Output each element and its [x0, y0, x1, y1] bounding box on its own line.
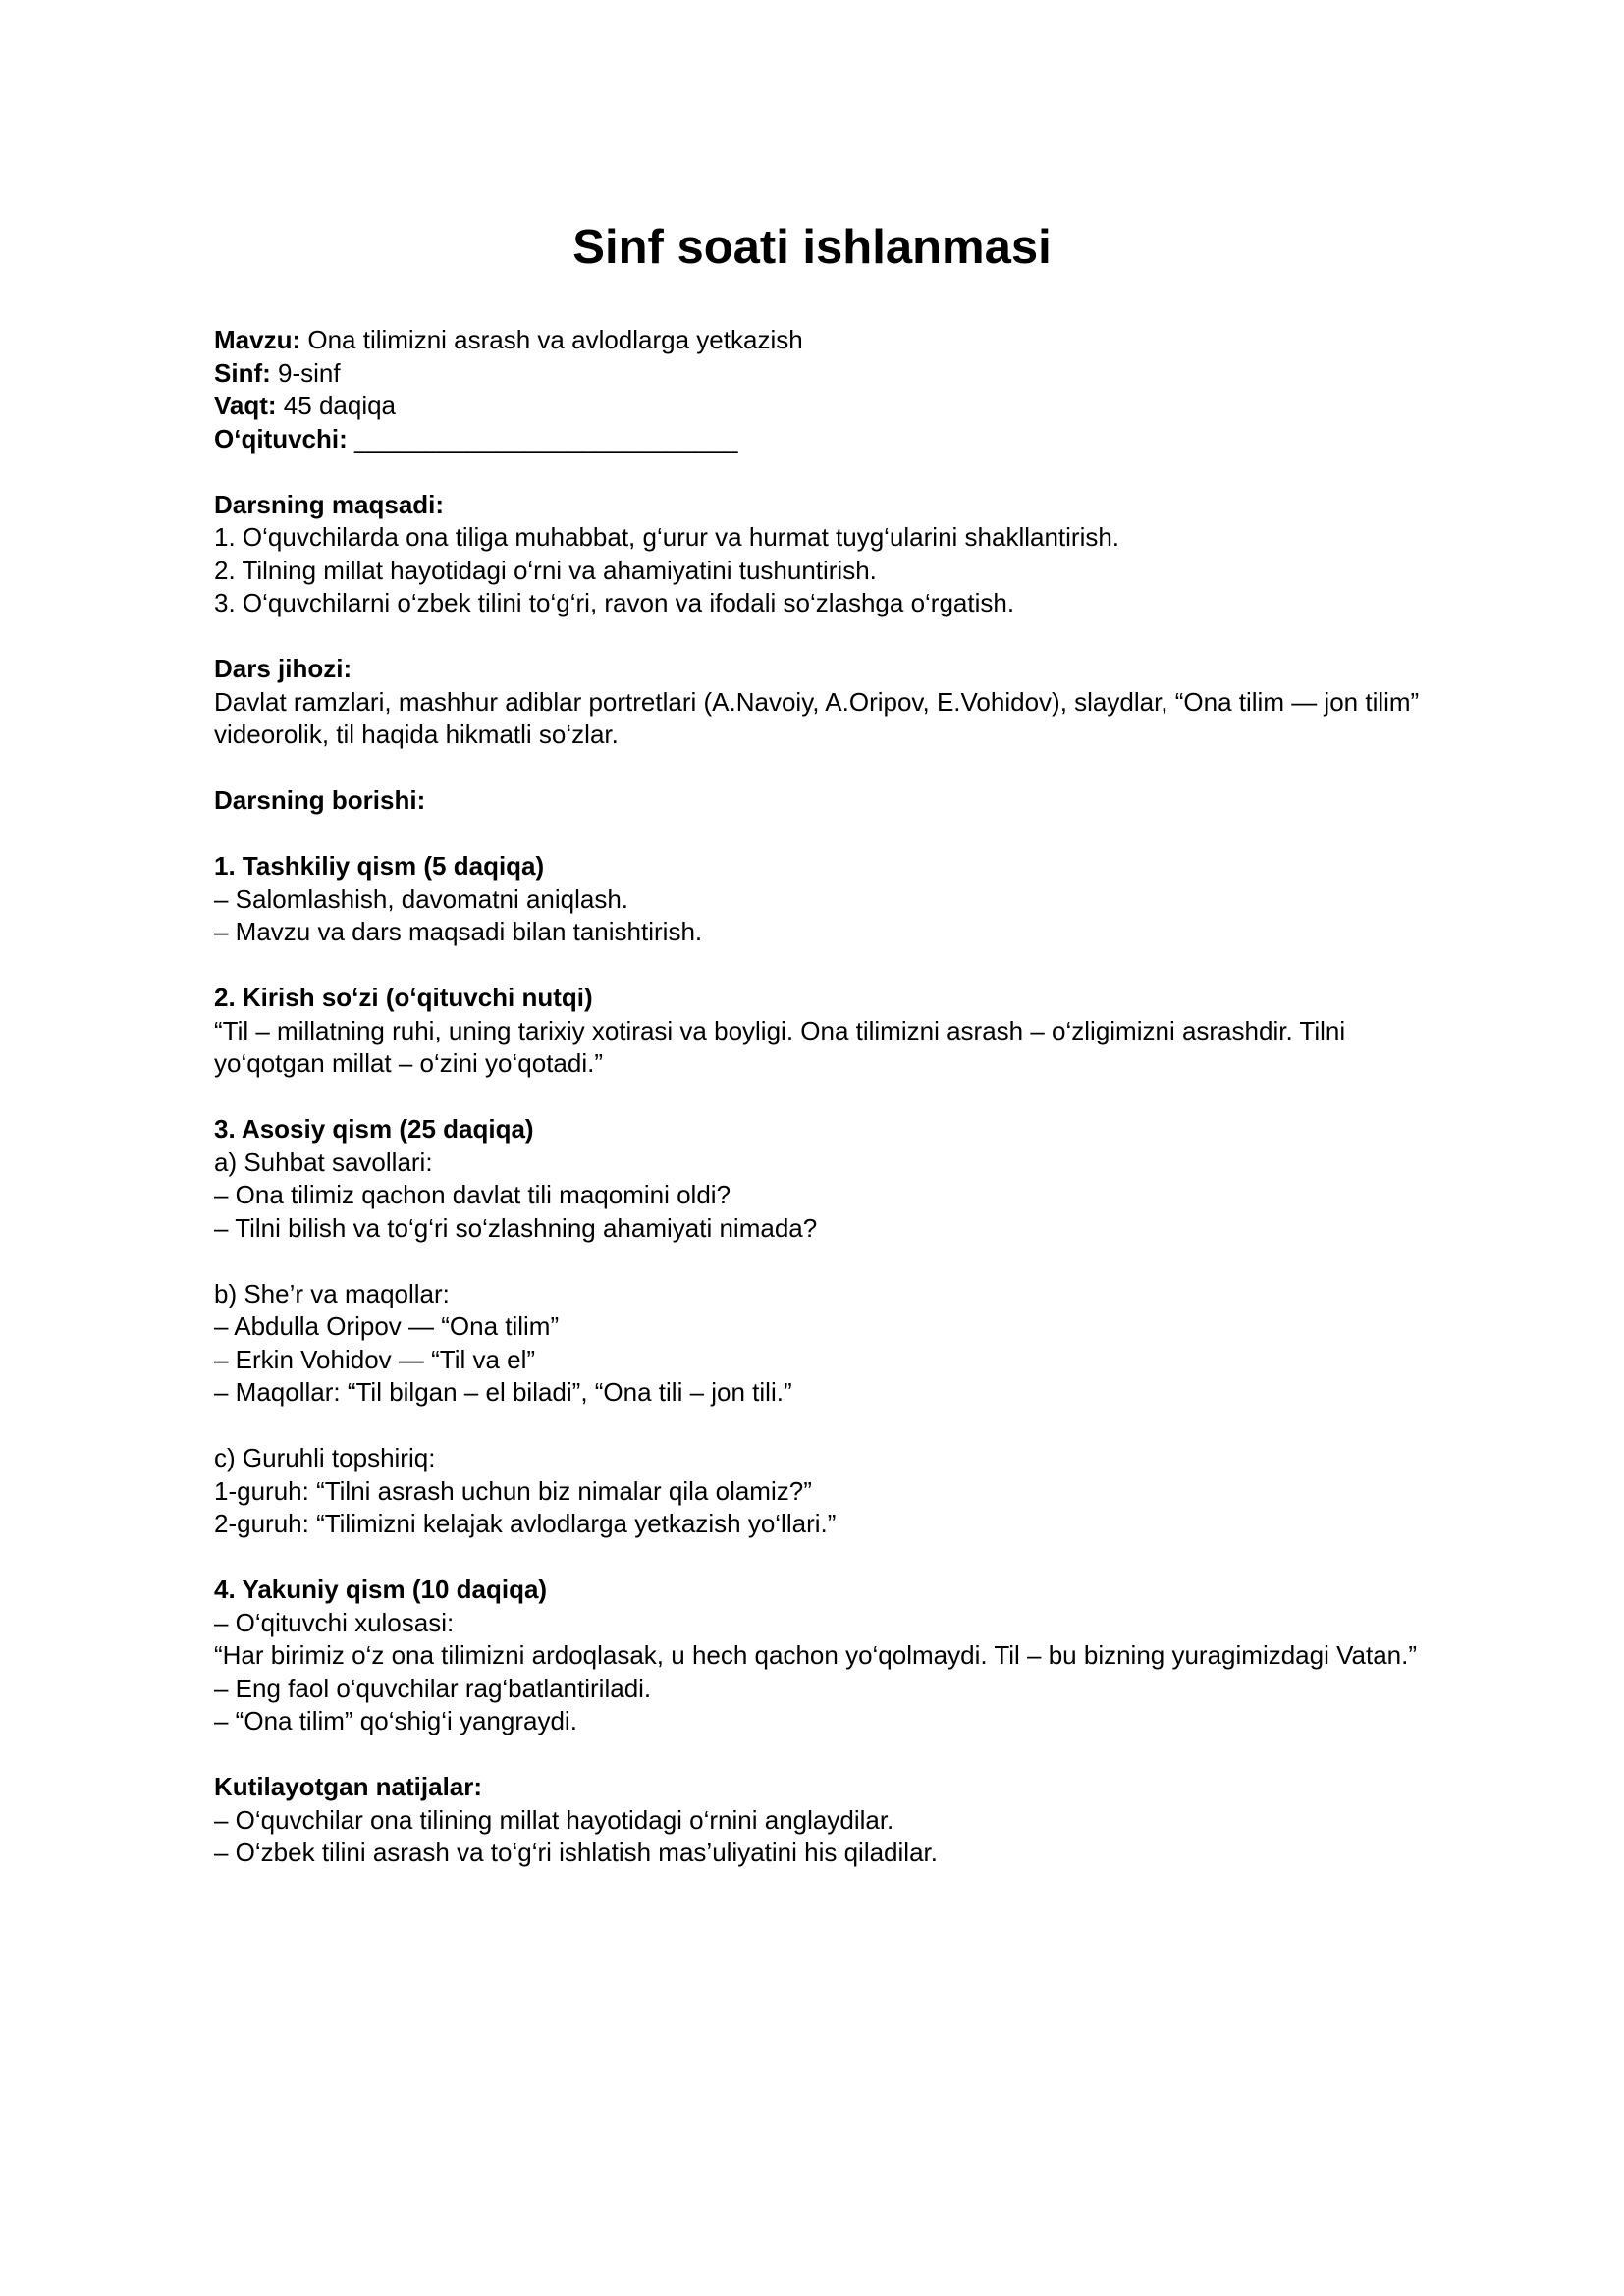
meta-mavzu: [214, 324, 1422, 357]
meta-sinf: [214, 357, 1422, 391]
qism4-item: – “Ona tilim” qo‘shig‘i yangraydi.: [214, 1706, 577, 1735]
qism3-b-line: – Maqollar: “Til bilgan – el biladi”, “Ona tili – jon tili.”: [214, 1377, 792, 1407]
mavzu-value: Ona tilimizni asrash va avlodlarga yetkazish: [300, 325, 803, 354]
qism3-heading: 3. Asosiy qism (25 daqiqa): [214, 1114, 534, 1144]
oqituvchi-label: O‘qituvchi:: [214, 423, 348, 454]
qism3-c-line: c) Guruhli topshiriq:: [214, 1443, 436, 1472]
qism3-a-line: – Ona tilimiz qachon davlat tili maqomini oldi?: [214, 1180, 731, 1209]
maqsad-section: [214, 489, 1422, 620]
natija-section: [214, 1771, 1422, 1870]
meta-oqituvchi: [214, 423, 1422, 456]
qism4-heading: 4. Yakuniy qism (10 daqiqa): [214, 1575, 548, 1604]
qism1-section: [214, 850, 1422, 949]
qism3-a-line: a) Suhbat savollari:: [214, 1147, 433, 1177]
sinf-value: 9-sinf: [270, 357, 341, 388]
qism3-section: [214, 1113, 1422, 1541]
jihoz-heading: Dars jihozi:: [214, 654, 352, 683]
qism2-section: [214, 982, 1422, 1081]
qism3-b-line: – Erkin Vohidov — “Til va el”: [214, 1344, 536, 1374]
meta-block: [214, 324, 1422, 455]
qism2-heading: 2. Kirish so‘zi (o‘qituvchi nutqi): [214, 983, 593, 1012]
qism4-section: [214, 1574, 1422, 1738]
qism4-intro: – O‘qituvchi xulosasi:: [214, 1607, 455, 1637]
maqsad-item: 3. O‘quvchilarni o‘zbek tilini to‘g‘ri, ravon va ifodali so‘zlashga o‘rgatish.: [214, 588, 1015, 617]
borish-heading: Darsning borishi:: [214, 785, 426, 815]
meta-vaqt: [214, 390, 1422, 423]
jihoz-text: Davlat ramzlari, mashhur adiblar portretlari (A.Navoiy, A.Oripov, E.Vohidov), slaydlar, “Ona tilim — jon tilim” videorolik, til haqida hikmatli so‘zlar.: [214, 686, 1420, 749]
qism1-item: – Salomlashish, davomatni aniqlash.: [214, 883, 629, 914]
oqituvchi-value: ___________________________: [347, 423, 738, 454]
jihoz-section: [214, 653, 1422, 752]
qism1-item: – Mavzu va dars maqsadi bilan tanishtirish.: [214, 917, 703, 946]
qism3-c-line: 1-guruh: “Tilni asrash uchun biz nimalar qila olamiz?”: [214, 1475, 812, 1506]
maqsad-heading: Darsning maqsadi:: [214, 489, 445, 519]
qism3-c-line: 2-guruh: “Tilimizni kelajak avlodlarga yetkazish yo‘llari.”: [214, 1509, 837, 1538]
sinf-label: Sinf:: [214, 357, 271, 388]
maqsad-item: 2. Tilning millat hayotidagi o‘rni va ahamiyatini tushuntirish.: [214, 555, 877, 585]
qism4-item: – Eng faol o‘quvchilar rag‘batlantiriladi.: [214, 1673, 652, 1703]
maqsad-item: 1. O‘quvchilarda ona tiliga muhabbat, g‘urur va hurmat tuyg‘ularini shakllantirish.: [214, 522, 1120, 552]
natija-heading: Kutilayotgan natijalar:: [214, 1772, 483, 1801]
qism3-b-line: – Abdulla Oripov — “Ona tilim”: [214, 1311, 560, 1341]
natija-item: – O‘zbek tilini asrash va to‘g‘ri ishlatish mas’uliyatini his qiladilar.: [214, 1838, 938, 1867]
mavzu-label: Mavzu:: [214, 325, 301, 354]
qism2-text: “Til – millatning ruhi, uning tarixiy xotirasi va boyligi. Ona tilimizni asrash – o‘zligimizni asrashdir. Tilni yo‘qotgan millat – o‘zini yo‘qotadi.”: [214, 1015, 1346, 1078]
qism1-heading: 1. Tashkiliy qism (5 daqiqa): [214, 851, 545, 881]
page-title: Sinf soati ishlanmasi: [572, 221, 1052, 274]
vaqt-label: Vaqt:: [214, 391, 277, 420]
natija-item: – O‘quvchilar ona tilining millat hayotidagi o‘rnini anglaydilar.: [214, 1804, 894, 1835]
qism3-a-line: – Tilni bilish va to‘g‘ri so‘zlashning ahamiyati nimada?: [214, 1212, 818, 1243]
document-page: [214, 208, 1422, 1870]
vaqt-value: 45 daqiqa: [276, 391, 397, 420]
qism3-b-line: b) She’r va maqollar:: [214, 1278, 450, 1308]
qism4-quote: “Har birimiz o‘z ona tilimizni ardoqlasak, u hech qachon yo‘qolmaydi. Til – bu bizning yuragimizdagi Vatan.”: [214, 1640, 1417, 1670]
